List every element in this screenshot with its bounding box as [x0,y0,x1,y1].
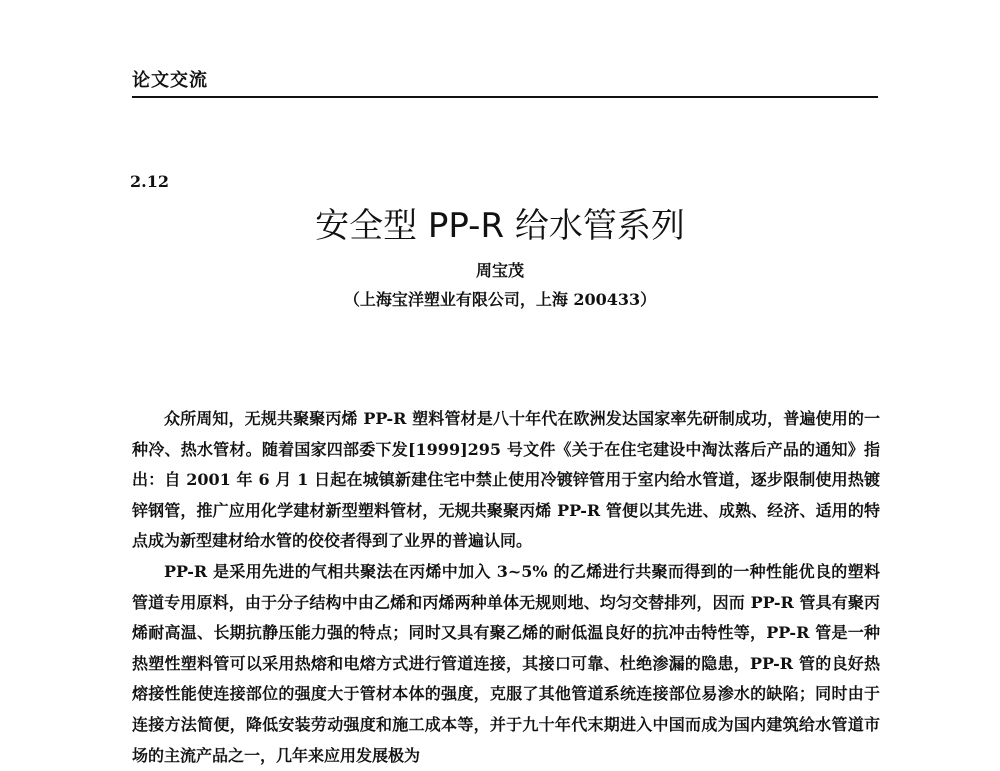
author-affiliation: （上海宝洋塑业有限公司，上海 200433） [343,290,657,309]
author-name: 周宝茂 [475,261,524,280]
article-body [132,404,880,771]
section-number: 2.12 [130,172,169,191]
body-paragraph: PP-R 是采用先进的气相共聚法在丙烯中加入 3~5% 的乙烯进行共聚而得到的一种性能优良的塑料管道专用原料，由于分子结构中由乙烯和丙烯两种单体无规则地、均匀交替排列，因而 PP-R 管具有聚丙烯耐高温、长期抗静压能力强的特点；同时又具有聚乙烯的耐低温良好的抗冲击特性等，PP-R 管是一种热塑性塑料管可以采用热熔和电熔方式进行管道连接，其接口可靠、杜绝渗漏的隐患，PP-R 管的良好热熔接性能使连接部位的强度大于管材本体的强度，克服了其他管道系统连接部位易渗水的缺陷；同时由于连接方法简便，降低安装劳动强度和施工成本等，并于九十年代末期进入中国而成为国内建筑给水管道市场的主流产品之一，几年来应用发展极为 [132,561,880,765]
article-title: 安全型 PP-R 给水管系列 [315,206,685,246]
body-paragraph: 众所周知，无规共聚聚丙烯 PP-R 塑料管材是八十年代在欧洲发达国家率先研制成功，普遍使用的一种冷、热水管材。随着国家四部委下发[1999]295 号文件《关于在住宅建设中淘汰落后产品的通知》指出：自 2001 年 6 月 1 日起在城镇新建住宅中禁止使用冷镀锌管用于室内给水管道，逐步限制使用热镀锌钢管，推广应用化学建材新型塑料管材，无规共聚聚丙烯 PP-R 管便以其先进、成熟、经济、适用的特点成为新型建材给水管的佼佼者得到了业界的普遍认同。 [132,409,880,551]
running-head: 论文交流 [132,70,208,91]
header-divider [132,96,878,98]
